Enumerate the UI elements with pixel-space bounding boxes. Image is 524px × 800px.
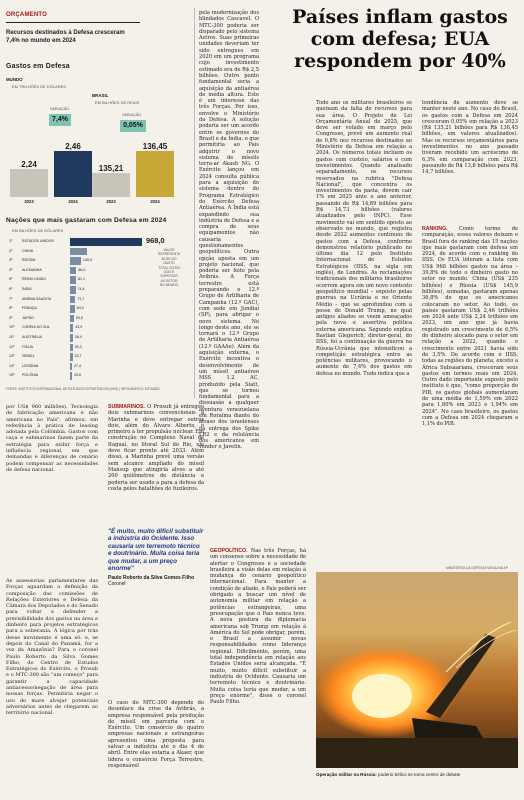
geopolitico-subhead: GEOPOLÍTICO. [210, 548, 248, 554]
article-column-3: Todo ano os militares brasileiros se queixam da falta de recursos para sua área. O Projeto de Lei Orçamentária Anual de 2025, que deve ser votado em março pelo Congresso, prevê um aumento real de 0,8% nos recursos destinados ao Ministério da Defesa em relação a 2024. Os números totais incluem os gastos com custeio, salários e com investimentos. Quando analisado separadamente, os recursos reservados na rubrica "Defesa Nacional", que concentra os investimentos da pasta, devem cair 1% em 2025 ante o ano anterior, passando de R$ 14,89 bilhões para R$ 14,73 bilhões (valores atualizados pelo INPC). Esse movimento vai em sentido oposto ao observado no mundo, que registra desde 2022 aumentos contínuos de gastos com a Defesa, conforme demonstrou relatório publicado no último dia 12 pelo Instituto Internacional de Estudos Estratégicos (IISS, na sigla em inglês), de Londres. As reclamações tradicionais dos militares brasileiros ocorrem agora em um novo contexto geopolítico mundial – exposto pelas guerras na Ucrânia e no Oriente Médio – que se aprofundou com a posse de Donald Trump, no qual antigos aliados se veem ameaçados pela nova e assertiva política externa americana. Segundo explica Bastian Giegerich, diretor-geral, do IISS, foi a continuação da guerra na Rússia-Ucrânia que intensificou a competição estratégica entre as potências militares, provocando o aumento de 7,4% dos gastos em defesa no mundo. Tudo indica que a [316, 100, 412, 377]
nation-bar-8 [70, 315, 74, 323]
nation-bar-3 [70, 267, 76, 275]
rank-5: 6º [9, 287, 13, 291]
country-label-14: POLÔNIA [22, 373, 38, 378]
photo-caption [316, 772, 520, 778]
top-value-note: VALOR REPRESENTA 36,8% DO GASTO TOTAL SÓ EM 2024 E SUPERIOR AO SETOR NO MUNDO [158, 248, 181, 288]
country-label-11: ITÁLIA [22, 344, 33, 349]
brasil-label: BRASIL [92, 93, 109, 98]
nation-bar-4 [70, 276, 76, 284]
nation-value-8: 53,0 [75, 315, 83, 320]
mundo-label: MUNDO [6, 77, 23, 82]
submarinos-text: O Prosub já entregou dois submarinos convencionais à Marinha e deve entregar outros dois, além do Álvaro Alberto, o primeiro a ter propulsão nuclear. Em construção no Complexo Naval de Itaguaí, no litoral Sul do Rio, ele deve ficar pronto até 2033. Além disso, a Marinha prevê uma versão sem alcance ampliado do míssil Mansup que atingiria alvos a até 200 quilômetros de distância e poderia ser usado a para a defesa da costa pelos batalhões de fuzileiros. [108, 404, 205, 492]
rank-1: 2º [9, 248, 13, 253]
nation-value-13: 27,4 [74, 363, 82, 368]
country-label-0: ESTADOS UNIDOS [22, 239, 54, 243]
nation-bar-6 [70, 296, 75, 304]
rank-0: 1º [9, 239, 13, 243]
bar-chart-brasil-2023 [92, 173, 130, 197]
infographic-deck: Recursos destinados à Defesa cresceram 7,4% no mundo em 2024 [6, 30, 125, 44]
year-label-chart-mundo-2024: 2024 [68, 199, 78, 204]
article-column-2-geopolitico [210, 548, 306, 796]
article-column-1-top: por US$ 960 milhões). Tecnologia de fabricação americana e não americana no País", afirmou, em referência à prática de leasing adotada pela Colômbia. Gastos com caça e submarinos fazem parte da estratégia para exibir força e influência regional, em que demandas e diferenças de cenário podem compensar as necessidades de defesa nacional. [6, 404, 98, 473]
year-label-chart-brasil-2023: 2023 [106, 199, 116, 204]
nation-bar-2 [70, 257, 81, 265]
article-column-mtc300: O caso do MTC-300 depende do desenlace da crise da Avibrás, a empresa responsável pela produção do míssil em parceria com o Exército. Um consórcio de quatro empresas nacionais e estrangeiras apresentou uma proposta para salvar a indústria até o dia 4 de abril. Entre elas estaria a Akaer, que lidera o consórcio Força Terrestre, responsável [108, 700, 204, 769]
rank-13: 14º [9, 363, 15, 368]
value-label-chart-brasil-2024: 136,45 [142, 142, 168, 151]
gastos-title: Gastos em Defesa [6, 63, 70, 70]
nation-value-5: 74,4 [77, 287, 85, 291]
section-label: ORÇAMENTO [6, 12, 48, 18]
nations-title: Nações que mais gastaram com Defesa em 2024 [6, 217, 167, 224]
value-label-chart-mundo-2024: 2,46 [65, 142, 81, 151]
nation-value-9: 43,9 [75, 325, 83, 330]
pull-quote-author: Paulo Roberto da Silva Gomes Filho [108, 575, 195, 582]
rank-12: 13º [9, 354, 15, 359]
nation-value-4: 81,1 [78, 277, 86, 282]
country-label-2: RÚSSIA [22, 258, 36, 263]
ranking-subhead: RANKING. [422, 226, 448, 232]
brasil-variacao-badge: 0,05% [120, 120, 146, 132]
nation-bar-0 [70, 238, 142, 246]
country-label-4: REINO UNIDO [22, 277, 46, 282]
mundo-variacao-badge: 7,4% [49, 114, 71, 126]
rank-10: 11º [9, 335, 15, 339]
country-label-1: CHINA [22, 248, 34, 253]
rank-8: 9º [9, 315, 13, 320]
nation-bar-13 [70, 363, 72, 371]
year-label-chart-brasil-2024: 2024 [150, 199, 160, 204]
artillery-launch-illustration [316, 572, 518, 768]
nation-value-10: 36,4 [74, 335, 82, 339]
mundo-unit: EM TRILHÕES DE DÓLARES [12, 84, 66, 89]
nation-value-11: 35,3 [74, 344, 82, 349]
mundo-variacao-label: VARIAÇÃO [50, 107, 70, 111]
rank-4: 5º [9, 277, 13, 282]
nation-value-14: 25,6 [74, 373, 81, 378]
submarinos-subhead: SUBMARINOS. [108, 404, 145, 410]
value-label-chart-mundo-2023: 2,24 [21, 160, 37, 170]
nation-bar-14 [70, 372, 72, 380]
nation-value-6: 71,7 [77, 296, 85, 301]
pull-quote-role: Coronel [108, 581, 126, 588]
country-label-9: COREIA DO SUL [22, 325, 50, 330]
nations-unit: EM BILHÕES DE DÓLARES [12, 228, 64, 233]
nation-bar-11 [70, 344, 73, 352]
rank-14: 15º [9, 373, 15, 378]
top-value: 968,0 [146, 236, 165, 245]
country-label-5: ÍNDIA [22, 287, 32, 291]
bar-chart-brasil-2024 [136, 151, 174, 197]
infographic-source: FONTE: INSTITUTO INTERNACIONAL DE ESTUDOS ESTRATÉGICOS (IISS) | INFOGRÁFICO: ESTADÃO [6, 387, 160, 391]
pull-quote-text: "É muito, muito difícil substituir a indústria do Ocidente. Isso causaria um terremoto técnico e doutrinário. Muita coisa teria que mudar, a um preço enorme" [108, 528, 204, 573]
rank-9: 10º [9, 325, 15, 330]
country-label-7: FRANÇA [22, 306, 37, 311]
photo-caption-text: poderio bélico se torna centro de debate [378, 772, 461, 777]
rank-7: 8º [9, 306, 13, 311]
photo-credit: MINISTÉRIO DA DEFESA RUSSA/VIA AP [446, 566, 508, 570]
nation-value-2: 145,9 [82, 258, 92, 263]
country-label-10: AUSTRÁLIA [22, 335, 42, 339]
article-column-2-top: pela modernização dos blindados Cascavel. O MTC-300 poderia ser disparado pelo sistema Astros. Suas primeiras unidades deveriam ter sido entregues em 2020 em um programa cujo investimento estimado era de R$ 2,5 bilhões. Outro ponto fundamental seria a aquisição da antiaérea de média altura. Este é um interesse das três Forças. Por isso, envolve o Ministério da Defesa. A solução poderia ser um acordo entre os governos do Brasil e da Índia, o que permitiria ao País adquirir o novo sistema de míssils terra-ar Akash NG. O Exército lançou em 2024 consulta pública para a aquisição do sistema dentro do Programa Estratégico do Exército Defesa Antiaérea. A Índia está expandindo sua indústria de Defesa e a compra de seus equipamentos não causaria questionamentos geopolíticos. Outra opção aposta em um projeto nacional, que poderia ser feito pela Avibrás. A Força terrestre está preparando o 12.º Grupo de Artilharia de Campanha (12.º GAC), com sede em Jundiaí (SP), para abrigar o novo sistema. No longo deste ano, ele se tornará o 12.º Grupo de Artilharia Antiaérea (12.º GAAAe). Além da aquisição externa, o Exército incentiva o desenvolvimento de um míssil antiaéreo MSS 1.2 AC, produzido pela Siatt, que se tornou fundamental para a dissuasão a qualquer aventura venezuelana em Roraima diante do atraso dos israelenses na entrega dos Spike LR2 e da relutância dos americanos em vender o Javelin. [199, 10, 259, 451]
headline: Países inflam gastos com defesa; EUA respondem por 40% [292, 6, 508, 72]
geopolitico-text: Nas três Forças, há um consenso sobre a necessidade de alertar o Congresso e a sociedade brasileira a visão delas em relação à mudança do cenário geopolítico internacional. Para manter a condição de aliado, o País poderá ser obrigado a buscar um nível de autonomia militar em relação a potências estrangeiras, uma preocupação que o País nunca teve. A nova postura da diplomacia americana sob Trump em relação à América do Sul pode obrigar, porém, o Brasil a assumir novas responsabilidades como liderança regional. Dificilmente, porém, uma total independência em relação aos Estados Unidos seria alcançada. "É muito, muito difícil substituir a indústria do Ocidente. Causaria um terremoto técnico e doutrinário. Muita coisa teria que mudar, a um preço enorme", disse o coronel Paulo Filho. [210, 548, 306, 706]
article-column-4-top: tendência de aumento deve se manter neste ano. No caso do Brasil, os gastos com a Defesa em 2024 cresceram 0,05% em relação a 2023 (R$ 135,21 bilhões para R$ 136,45 bilhões, em valores atualizados). Mas os recursos orçamentários para investimentos no ano passado tiveram recebido um acréscimo de 6,3% em comparação com 2023, passando de R$ 13,8 bilhões para R$ 14,7 bilhões. [422, 100, 518, 176]
country-label-3: ALEMANHA [22, 267, 42, 272]
country-label-8: JAPÃO [22, 315, 34, 320]
country-label-12: ISRAEL [22, 354, 35, 359]
article-column-submarinos [108, 404, 204, 522]
article-column-1-bottom: As assessorias parlamentares das Forças aguardam a definição da composição das comissões de Relações Exteriores e Defesa da Câmara dos Deputados e do Senado para voltar a defender a previsibilidade dos gastos na área e dinheiro para projetos estratégicos para a soberania. A lógica por trás desse movimento é uma só: e, se depois do Canal do Panamá, for a vez da Amazônia? Para o coronel Paulo Roberto da Silva Gomes Filho, do Centro de Estudos Estratégicos do Exército, o Prosub e o MTC-300 são "um começo" para garantir a capacidade antiacesso/negação de área para nossas forças. Permitiria negar o uso do mare alvejar potenciais adversários antes de chegarem ao território nacional. [6, 578, 98, 717]
ranking-text: Como termo de comparação, esses valores deixam o Brasil fora do ranking das 15 nações que mais gastaram com defesa em 2024, de acordo com o ranking do IISS. Os EUA lideram a lista com US$ 968 bilhões gastos na área – 39,8% de todo o dinheiro gasto no setor no mundo. China (US$ 235 bilhões) e Rússia (US$ 145,9 bilhões), somadas, gastaram apenas 36,8% do que os americanos colocaram no setor. Ao todo, os países gastaram US$ 2,46 trilhões em 2024 ante US$ 2,24 trilhões em 2023, um ano que já havia registrado um crescimento de 6,5% do dinheiro alocado para o setor em relação a 2022, quando o crescimento entre 2021 havia sido de 3,5%. De acordo com o IISS, todas as regiões do planeta, exceto a África Subsaariana, cresceram seus gastos em termos reais em 2024. Outro dado importante exposto pelo instituto é que, "como proporção do PIB, os gastos globais aumentaram de uma média de 1,59% em 2022 para 1,80% em 2023 e 1,94% em 2024". No caso brasileiro, os gastos com a Defesa em 2024 chegaram a 1,1% do PIB. [422, 226, 518, 428]
nation-bar-5 [70, 286, 76, 294]
rank-11: 12º [9, 344, 15, 349]
brasil-unit: EM BILHÕES DE REAIS [95, 100, 140, 105]
nation-value-7: 64,0 [76, 306, 84, 311]
nation-bar-7 [70, 305, 75, 313]
rank-2: 3º [9, 258, 13, 263]
nation-bar-12 [70, 353, 73, 361]
nation-bar-9 [70, 324, 73, 332]
nation-value-12: 33,7 [74, 354, 82, 359]
country-label-6: ARÁBIA SAUDITA [22, 296, 52, 301]
nation-value-3: 86,0 [78, 267, 86, 272]
column-divider [194, 8, 195, 398]
year-label-chart-mundo-2023: 2023 [24, 199, 34, 204]
nation-bar-10 [70, 334, 73, 342]
brasil-variacao-label: VARIAÇÃO [122, 113, 142, 117]
pull-quote [108, 528, 204, 587]
country-label-13: UCRÂNIA [22, 363, 39, 368]
nation-bar-1 [70, 248, 87, 256]
photo-caption-bold: Operação militar na Rússia: [316, 772, 377, 777]
article-column-4-ranking [422, 226, 518, 562]
value-label-chart-brasil-2023: 135,21 [98, 163, 124, 173]
section-rule [6, 22, 140, 23]
rank-3: 4º [9, 267, 13, 272]
bar-chart-mundo-2023 [10, 169, 48, 197]
photo [316, 572, 518, 768]
rank-6: 7º [9, 296, 13, 301]
bar-chart-mundo-2024 [54, 151, 92, 197]
